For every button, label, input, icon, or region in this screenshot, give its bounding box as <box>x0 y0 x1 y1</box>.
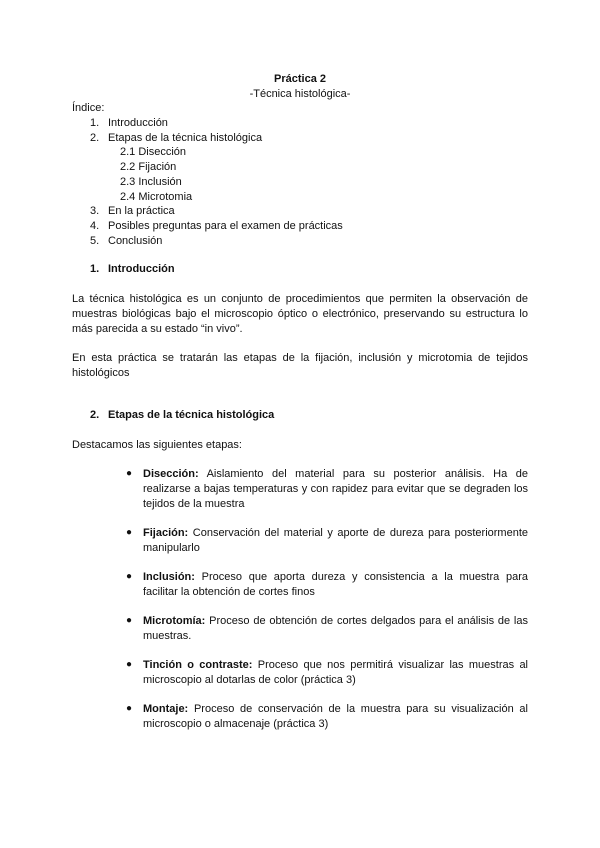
index-item: En la práctica <box>108 205 175 217</box>
list-item <box>143 702 528 732</box>
index-label: Índice: <box>72 102 105 114</box>
index-subitem: 2.4 Microtomia <box>120 191 193 203</box>
list-item-text: Conservación del material y aporte de dureza para posteriormente manipularlo <box>143 527 528 554</box>
index-num: 4. <box>90 220 100 232</box>
list-item-text: Aislamiento del material para su posterior análisis. Ha de realizarse a bajas temperaturas y con rapidez para evitar que se degraden los tejidos de la muestra <box>143 468 528 510</box>
list-item-text: Proceso de conservación de la muestra para su visualización al microscopio o almacenaje (práctica 3) <box>143 703 528 730</box>
index-subitem: 2.2 Fijación <box>120 161 177 173</box>
section-2-number: 2. <box>90 409 100 421</box>
list-item <box>143 614 528 644</box>
list-item <box>143 526 528 556</box>
index-num: 2. <box>90 132 100 144</box>
list-item-term: Disección: <box>143 468 199 480</box>
list-item-text: Proceso que nos permitirá visualizar las muestras al microscopio al dotarlas de color (práctica 3) <box>143 659 529 686</box>
page-title: Práctica 2 <box>274 73 326 85</box>
list-item-term: Fijación: <box>143 527 189 539</box>
index-num: 1. <box>90 117 100 129</box>
section-1-number: 1. <box>90 263 100 275</box>
section-2-intro: Destacamos las siguientes etapas: <box>72 439 242 451</box>
index-item: Posibles preguntas para el examen de prácticas <box>108 220 343 232</box>
section-2-heading: Etapas de la técnica histológica <box>108 409 275 421</box>
list-item <box>143 658 528 688</box>
list-item-term: Microtomía: <box>143 615 206 627</box>
index-item: Conclusión <box>108 235 163 247</box>
bullet-icon: ● <box>126 468 133 479</box>
list-item-term: Tinción o contraste: <box>143 659 253 671</box>
section-1-heading: Introducción <box>108 263 175 275</box>
index-subitem: 2.3 Inclusión <box>120 176 182 188</box>
index-item: Etapas de la técnica histológica <box>108 132 263 144</box>
bullet-icon: ● <box>126 615 133 626</box>
index-subitem: 2.1 Disección <box>120 146 187 158</box>
page-subtitle: -Técnica histológica- <box>249 88 351 100</box>
bullet-icon: ● <box>126 571 133 582</box>
list-item-term: Montaje: <box>143 703 189 715</box>
bullet-icon: ● <box>126 703 133 714</box>
bullet-icon: ● <box>126 659 133 670</box>
list-item-text: Proceso de obtención de cortes delgados para el análisis de las muestras. <box>143 615 528 642</box>
list-item-term: Inclusión: <box>143 571 195 583</box>
section-1-paragraph-1: La técnica histológica es un conjunto de procedimientos que permiten la observación de muestras biológicas bajo el microscopio óptico o electrónico, preservando su estructura lo más parecida a su estado “in vivo”. <box>72 293 528 335</box>
index-num: 5. <box>90 235 100 247</box>
section-1-paragraph-2: En esta práctica se tratarán las etapas de la fijación, inclusión y microtomia de tejidos histológicos <box>72 352 528 379</box>
list-item <box>143 467 528 512</box>
list-item-text: Proceso que aporta dureza y consistencia a la muestra para facilitar la obtención de cortes finos <box>143 571 528 598</box>
list-item <box>143 570 528 600</box>
bullet-icon: ● <box>126 527 133 538</box>
index-item: Introducción <box>108 117 168 129</box>
index-num: 3. <box>90 205 100 217</box>
